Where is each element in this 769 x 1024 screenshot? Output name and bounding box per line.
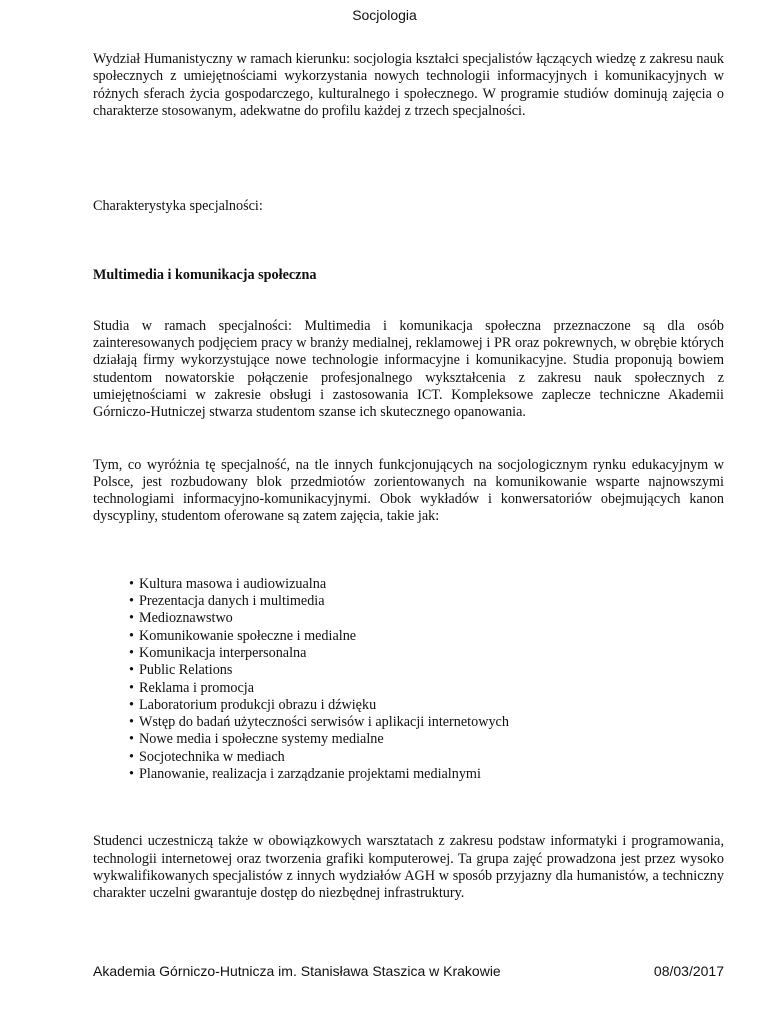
bullet-icon: • [129, 748, 134, 765]
workshops-paragraph: Studenci uczestniczą także w obowiązkowych warsztatach z zakresu podstaw informatyki i programowania, technologii internetowej oraz tworzenia grafiki komputerowej. Ta grupa zajęć prowadzona jest przez wysoko wykwalifikowanych specjalistów z innych wydziałów AGH w sposób przyjazny dla humanistów, a techniczny charakter uczelni gwarantuje dostęp do niezbędnej infrastruktury. [93, 833, 724, 902]
bullet-icon: • [129, 627, 134, 644]
footer-date: 08/03/2017 [653, 963, 724, 979]
bullet-icon: • [129, 731, 134, 748]
course-label: Nowe media i społeczne systemy medialne [139, 731, 384, 748]
list-item [129, 697, 724, 714]
bullet-icon: • [129, 610, 134, 627]
course-label: Public Relations [139, 662, 233, 679]
list-item [129, 610, 724, 627]
bullet-icon: • [129, 575, 134, 592]
bullet-icon: • [129, 766, 134, 783]
list-item [129, 731, 724, 748]
course-label: Medioznawstwo [139, 610, 233, 627]
footer-institution: Akademia Górniczo-Hutnicza im. Stanisława Staszica w Krakowie [93, 963, 501, 979]
course-label: Laboratorium produkcji obrazu i dźwięku [139, 696, 377, 713]
course-label: Komunikacja interpersonalna [139, 644, 307, 661]
list-item [129, 749, 724, 766]
bullet-icon: • [129, 714, 134, 731]
list-item [129, 628, 724, 645]
list-item [129, 680, 724, 697]
course-label: Wstęp do badań użyteczności serwisów i aplikacji internetowych [139, 714, 509, 731]
intro-paragraph: Wydział Humanistyczny w ramach kierunku: socjologia kształci specjalistów łączących wiedzę z zakresu nauk społecznych z umiejętnościami wykorzystania nowych technologii informacyjnych i komunikacyjnych w różnych sferach życia gospodarczego, kulturalnego i społecznego. W programie studiów dominują zajęcia o charakterze stosowanym, adekwatne do profilu każdej z trzech specjalności. [93, 51, 724, 119]
list-item [129, 714, 724, 731]
characteristics-label: Charakterystyka specjalności: [93, 198, 263, 215]
course-label: Planowanie, realizacja i zarządzanie projektami medialnymi [139, 766, 481, 783]
course-label: Kultura masowa i audiowizualna [139, 575, 327, 592]
bullet-icon: • [129, 696, 134, 713]
bullet-icon: • [129, 679, 134, 696]
list-item [129, 766, 724, 783]
page-title: Socjologia [352, 7, 417, 23]
specialty-heading: Multimedia i komunikacja społeczna [93, 267, 317, 284]
document-body [93, 51, 724, 903]
list-item [129, 593, 724, 610]
course-label: Prezentacja danych i multimedia [139, 593, 325, 610]
course-label: Komunikowanie społeczne i medialne [139, 627, 357, 644]
course-list [129, 576, 724, 784]
bullet-icon: • [129, 593, 134, 610]
list-item [129, 576, 724, 593]
bullet-icon: • [129, 644, 134, 661]
studia-paragraph: Studia w ramach specjalności: Multimedia i komunikacja społeczna przeznaczone są dla osób zainteresowanych podjęciem pracy w branży medialnej, reklamowej i PR oraz pokrewnych, w obrębie których działają firmy wykorzystujące nowe technologie informacyjne i komunikacyjne. Studia proponują bowiem studentom nowatorskie połączenie profesjonalnego wykształcenia z zakresu nauk społecznych z umiejętnościami w zakresie obsługi i zastosowania ICT. Kompleksowe zaplecze techniczne Akademii Górniczo-Hutniczej stwarza studentom szanse ich skutecznego opanowania. [93, 317, 724, 421]
list-item [129, 662, 724, 679]
course-label: Reklama i promocja [139, 679, 255, 696]
bullet-icon: • [129, 662, 134, 679]
list-item [129, 645, 724, 662]
course-label: Socjotechnika w mediach [139, 748, 285, 765]
distinction-paragraph: Tym, co wyróżnia tę specjalność, na tle innych funkcjonujących na socjologicznym rynku edukacyjnym w Polsce, jest rozbudowany blok przedmiotów zorientowanych na komunikowanie wsparte najnowszymi technologiami informacyjno-komunikacyjnymi. Obok wykładów i konwersatoriów obejmujących kanon dyscypliny, studentom oferowane są zatem zajęcia, takie jak: [93, 456, 724, 525]
